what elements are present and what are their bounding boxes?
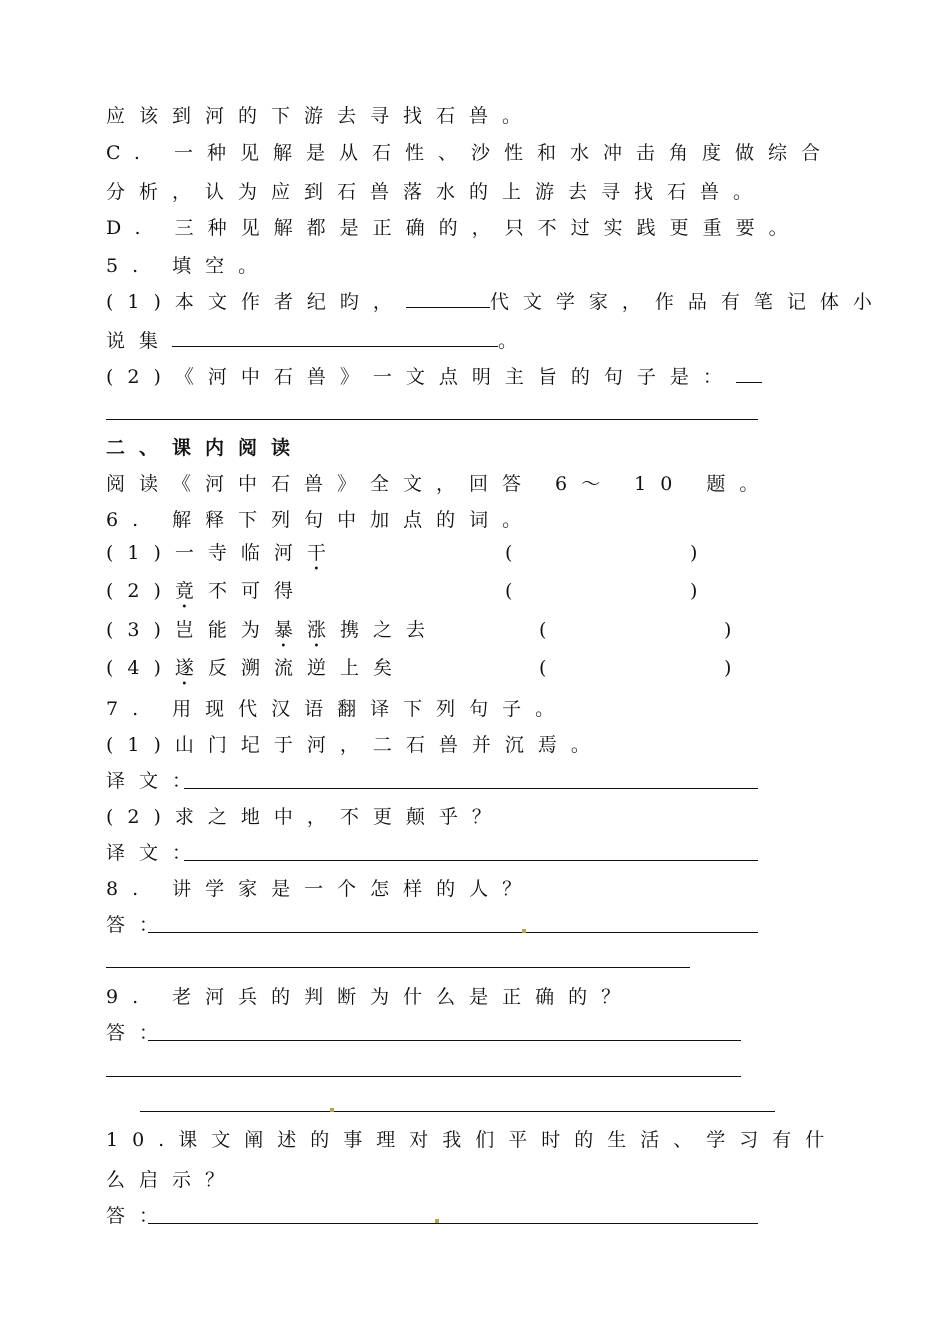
question-10-continued: 么启示？	[106, 1169, 239, 1191]
question-5-1-text-b: 代文学家，作品有笔记体小	[489, 291, 886, 313]
collection-blank[interactable]	[172, 328, 498, 347]
paren-close: )	[724, 619, 732, 641]
question-6-3-text-a: (3)岂能为	[106, 619, 274, 641]
question-5-1-text-c: 说集	[106, 330, 173, 352]
question-7-2: (2)求之地中，不更颠乎？	[106, 806, 505, 828]
dotted-word: 涨	[306, 619, 340, 641]
question-6-2	[106, 579, 307, 613]
dotted-word: 遂	[174, 657, 208, 679]
dynasty-blank[interactable]	[406, 289, 490, 308]
answer-label: 答：	[106, 914, 173, 936]
paren-open: (	[505, 580, 513, 602]
question-6-2-num: (2)	[106, 580, 175, 602]
answer-10-line[interactable]	[148, 1223, 758, 1224]
paren-close: )	[690, 580, 698, 602]
question-6-1-text: (1)一寺临河	[106, 542, 307, 564]
answer-9-line-3[interactable]	[140, 1111, 775, 1112]
question-6-4-num: (4)	[106, 657, 175, 679]
question-6-1	[106, 541, 340, 575]
answer-9-line-2[interactable]	[106, 1076, 741, 1077]
option-b-continued: 应该到河的下游去寻找石兽。	[106, 105, 536, 127]
scan-speck	[522, 929, 526, 933]
question-7-1: (1)山门圮于河，二石兽并沉焉。	[106, 734, 604, 756]
scan-speck	[435, 1219, 439, 1223]
question-5-1-continued	[106, 328, 531, 353]
question-7-title: 7. 用现代汉语翻译下列句子。	[106, 698, 569, 720]
question-5-2	[106, 364, 762, 389]
option-c: C. 一种见解是从石性、沙性和水冲击角度做综合	[106, 142, 834, 164]
answer-label: 答：	[106, 1022, 173, 1044]
question-10-title: 10.课文阐述的事理对我们平时的生活、学习有什	[106, 1129, 839, 1151]
question-6-3-text-b: 携之去	[339, 619, 439, 641]
scan-speck	[330, 1108, 334, 1112]
question-6-title: 6. 解释下列句中加点的词。	[106, 509, 536, 531]
translation-2-line[interactable]	[184, 860, 758, 861]
answer-8-line-1[interactable]	[148, 932, 758, 933]
option-c-continued: 分析，认为应到石兽落水的上游去寻找石兽。	[106, 181, 767, 203]
question-5-1	[106, 289, 886, 314]
question-8-title: 8. 讲学家是一个怎样的人？	[106, 878, 536, 900]
answer-9-line-1[interactable]	[148, 1040, 741, 1041]
translation-label: 译文：	[106, 770, 206, 792]
dotted-word: 竟	[174, 580, 208, 602]
question-5-title: 5. 填空。	[106, 255, 272, 277]
question-9-title: 9. 老河兵的判断为什么是正确的？	[106, 986, 635, 1008]
answer-label: 答：	[106, 1205, 173, 1227]
paren-open: (	[539, 657, 547, 679]
question-6-2-text: 不可得	[207, 580, 307, 602]
answer-8-line-2[interactable]	[106, 967, 690, 968]
question-5-2-text: (2)《河中石兽》一文点明主旨的句子是：	[106, 366, 736, 388]
paren-close: )	[690, 542, 698, 564]
question-6-4-text: 反溯流逆上矣	[207, 657, 406, 679]
option-d: D. 三种见解都是正确的，只不过实践更重要。	[106, 217, 802, 239]
question-5-1-text-a: (1)本文作者纪昀，	[106, 291, 406, 313]
theme-answer-line[interactable]	[106, 419, 758, 420]
paren-open: (	[505, 542, 513, 564]
theme-blank-start[interactable]	[736, 364, 762, 383]
paren-open: (	[539, 619, 547, 641]
question-6-4	[106, 656, 406, 690]
question-6-3	[106, 618, 439, 652]
reading-instruction: 阅读《河中石兽》全文，回答 6～ 10 题。	[106, 473, 773, 495]
dotted-word: 暴	[273, 619, 307, 641]
section-2-heading: 二、课内阅读	[106, 437, 305, 459]
dotted-word: 干	[306, 542, 340, 564]
question-5-1-text-d: 。	[498, 330, 532, 352]
paren-close: )	[724, 657, 732, 679]
translation-label: 译文：	[106, 842, 206, 864]
translation-1-line[interactable]	[184, 788, 758, 789]
